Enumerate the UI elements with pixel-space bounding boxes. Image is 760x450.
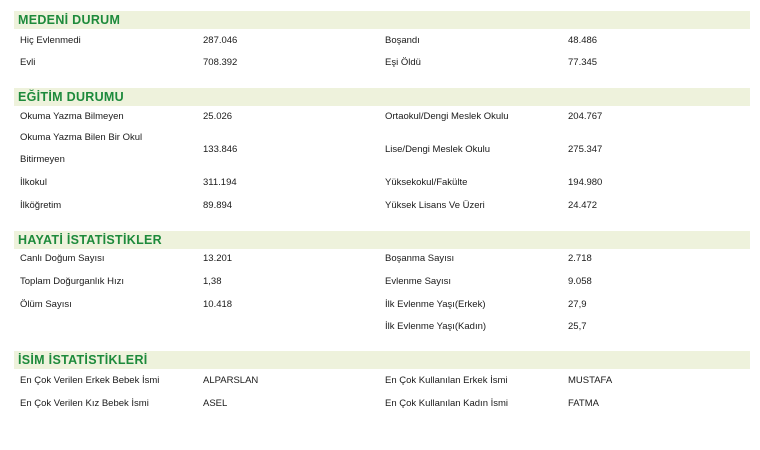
row-label: Boşanma Sayısı: [385, 253, 455, 264]
row-value: 24.472: [568, 200, 598, 211]
section-title: EĞİTİM DURUMU: [18, 90, 124, 104]
row-value: 77.345: [568, 57, 598, 68]
row-label: En Çok Kullanılan Erkek İsmi: [385, 375, 508, 386]
row-label: Hiç Evlenmedi: [20, 35, 81, 46]
row-label: Toplam Doğurganlık Hızı: [20, 276, 125, 287]
row-label: Evlenme Sayısı: [385, 276, 451, 287]
row-label: Lise/Dengi Meslek Okulu: [385, 144, 491, 155]
row-label: İlköğretim: [20, 200, 62, 211]
row-value: 25,7: [568, 321, 587, 332]
row-label: Evli: [20, 57, 36, 68]
row-label: Ölüm Sayısı: [20, 299, 72, 310]
row-value: 311.194: [203, 177, 237, 188]
row-label: En Çok Verilen Kız Bebek İsmi: [20, 398, 149, 409]
row-value: 275.347: [568, 144, 603, 155]
row-value: 10.418: [203, 299, 233, 310]
section-title: HAYATİ İSTATİSTİKLER: [18, 233, 162, 247]
section-header-isim-istatistikleri: [14, 351, 750, 369]
row-label: Yüksek Lisans Ve Üzeri: [385, 200, 485, 211]
row-value: 287.046: [203, 35, 238, 46]
row-label: İlkokul: [20, 177, 47, 188]
row-value: 2.718: [568, 253, 592, 264]
row-value: 1,38: [203, 276, 222, 287]
row-value: 89.894: [203, 200, 233, 211]
row-label: Eşi Öldü: [385, 57, 421, 68]
row-value: ASEL: [203, 398, 228, 409]
section-header-egitim-durumu: [14, 88, 750, 106]
row-value: ALPARSLAN: [203, 375, 259, 386]
row-value: 133.846: [203, 144, 238, 155]
row-value: 27,9: [568, 299, 587, 310]
row-value: 204.767: [568, 111, 603, 122]
row-value: 9.058: [568, 276, 592, 287]
row-value: MUSTAFA: [568, 375, 613, 386]
row-label: Yüksekokul/Fakülte: [385, 177, 468, 188]
section-header-hayati-istatistikler: [14, 231, 750, 249]
row-value: 194.980: [568, 177, 603, 188]
row-label: İlk Evlenme Yaşı(Erkek): [385, 299, 486, 310]
row-label: Okuma Yazma Bilmeyen: [20, 111, 124, 122]
row-value: 48.486: [568, 35, 598, 46]
row-label: En Çok Kullanılan Kadın İsmi: [385, 398, 509, 409]
row-label: Boşandı: [385, 35, 420, 46]
row-value: 25.026: [203, 111, 233, 122]
row-label: Canlı Doğum Sayısı: [20, 253, 105, 264]
row-label: İlk Evlenme Yaşı(Kadın): [385, 321, 487, 332]
row-label: Okuma Yazma Bilen Bir Okul Bitirmeyen: [20, 132, 143, 165]
section-header-medeni-durum: [14, 11, 750, 29]
section-title: MEDENİ DURUM: [18, 13, 121, 27]
section-title: İSİM İSTATİSTİKLERİ: [18, 353, 148, 367]
row-value: FATMA: [568, 398, 599, 409]
row-label: Ortaokul/Dengi Meslek Okulu: [385, 111, 509, 122]
row-label: En Çok Verilen Erkek Bebek İsmi: [20, 375, 160, 386]
row-value: 708.392: [203, 57, 238, 68]
row-value: 13.201: [203, 253, 233, 264]
